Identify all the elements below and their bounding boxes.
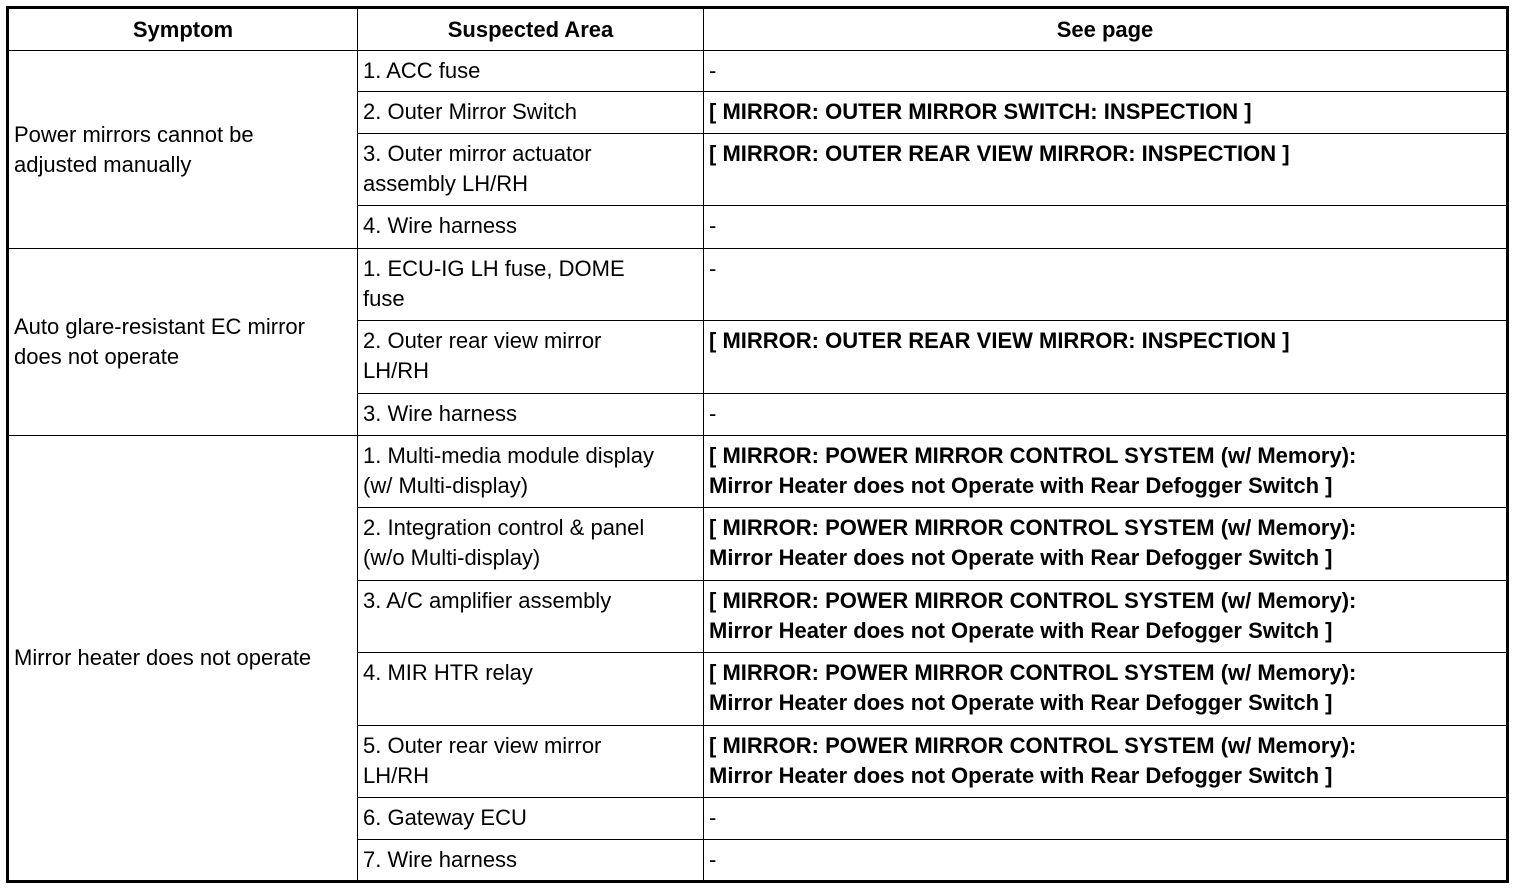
see-page-reference: [ MIRROR: POWER MIRROR CONTROL SYSTEM (w/ Memory): Mirror Heater does not Operate with Rear Defogger Switch ] <box>704 436 1508 508</box>
suspected-area-cell: 6. Gateway ECU <box>358 798 704 840</box>
header-see-page: See page <box>704 8 1508 51</box>
symptom-cell: Auto glare-resistant EC mirror does not operate <box>8 249 358 436</box>
header-row <box>8 8 1508 51</box>
table-row <box>8 249 1508 321</box>
symptom-cell: Power mirrors cannot be adjusted manually <box>8 51 358 249</box>
see-page-reference: [ MIRROR: OUTER REAR VIEW MIRROR: INSPECTION ] <box>704 321 1508 394</box>
see-page-reference: [ MIRROR: POWER MIRROR CONTROL SYSTEM (w/ Memory): Mirror Heater does not Operate with Rear Defogger Switch ] <box>704 508 1508 581</box>
suspected-area-cell: 2. Outer rear view mirror LH/RH <box>358 321 704 394</box>
see-page-none: - <box>704 798 1508 840</box>
suspected-area-cell: 2. Integration control & panel (w/o Multi-display) <box>358 508 704 581</box>
see-page-none: - <box>704 51 1508 92</box>
header-suspected-area: Suspected Area <box>358 8 704 51</box>
suspected-area-cell: 1. Multi-media module display (w/ Multi-display) <box>358 436 704 508</box>
see-page-none: - <box>704 249 1508 321</box>
suspected-area-cell: 1. ECU-IG LH fuse, DOME fuse <box>358 249 704 321</box>
symptom-cell: Mirror heater does not operate <box>8 436 358 882</box>
suspected-area-cell: 7. Wire harness <box>358 840 704 882</box>
see-page-reference: [ MIRROR: POWER MIRROR CONTROL SYSTEM (w/ Memory): Mirror Heater does not Operate with Rear Defogger Switch ] <box>704 726 1508 798</box>
table-row <box>8 436 1508 508</box>
see-page-reference: [ MIRROR: POWER MIRROR CONTROL SYSTEM (w/ Memory): Mirror Heater does not Operate with Rear Defogger Switch ] <box>704 581 1508 653</box>
suspected-area-cell: 5. Outer rear view mirror LH/RH <box>358 726 704 798</box>
see-page-none: - <box>704 206 1508 249</box>
suspected-area-cell: 4. MIR HTR relay <box>358 653 704 726</box>
see-page-none: - <box>704 840 1508 882</box>
suspected-area-cell: 2. Outer Mirror Switch <box>358 92 704 134</box>
suspected-area-cell: 1. ACC fuse <box>358 51 704 92</box>
table-body <box>8 51 1508 882</box>
header-symptom: Symptom <box>8 8 358 51</box>
see-page-reference: [ MIRROR: POWER MIRROR CONTROL SYSTEM (w/ Memory): Mirror Heater does not Operate with Rear Defogger Switch ] <box>704 653 1508 726</box>
suspected-area-cell: 3. Wire harness <box>358 394 704 436</box>
troubleshooting-table <box>6 6 1509 883</box>
table-row <box>8 51 1508 92</box>
see-page-none: - <box>704 394 1508 436</box>
suspected-area-cell: 3. Outer mirror actuator assembly LH/RH <box>358 134 704 206</box>
see-page-reference: [ MIRROR: OUTER REAR VIEW MIRROR: INSPECTION ] <box>704 134 1508 206</box>
suspected-area-cell: 4. Wire harness <box>358 206 704 249</box>
suspected-area-cell: 3. A/C amplifier assembly <box>358 581 704 653</box>
see-page-reference: [ MIRROR: OUTER MIRROR SWITCH: INSPECTION ] <box>704 92 1508 134</box>
